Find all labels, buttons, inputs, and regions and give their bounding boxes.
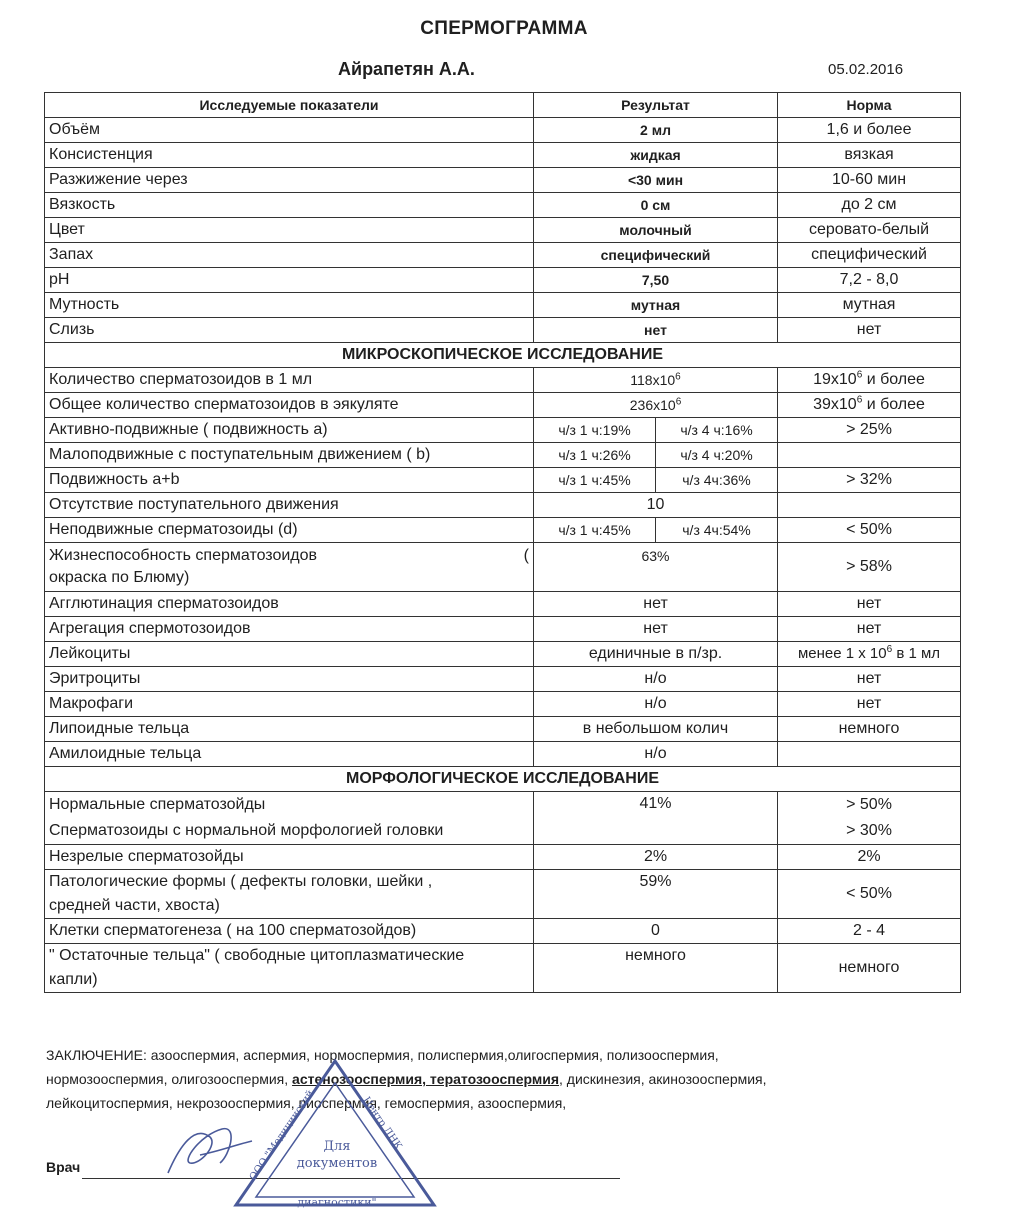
row-norm: специфический — [778, 243, 961, 268]
table-row — [45, 944, 961, 993]
row-label: Незрелые сперматозойды — [45, 845, 534, 870]
row-label: Цвет — [45, 218, 534, 243]
row-norm: 2% — [778, 845, 961, 870]
doctor-label: Врач — [46, 1159, 81, 1175]
table-row — [45, 193, 961, 218]
row-label: Малоподвижные с поступательным движением ( b) — [45, 443, 534, 468]
stamp-bottom-text: диагностики" — [297, 1196, 377, 1209]
row-norm: серовато-белый — [778, 218, 961, 243]
row-result: нет — [534, 592, 778, 617]
row-result-4h: ч/з 4ч:36% — [656, 468, 778, 493]
row-label: Запах — [45, 243, 534, 268]
stamp-arc-right: Центр ДНК — [360, 1095, 404, 1152]
row-norm: $39x10^6$ и более — [778, 393, 961, 418]
row-result-1h: ч/з 1 ч:19% — [534, 418, 656, 443]
table-row — [45, 443, 961, 468]
row-result: 2 мл — [534, 118, 778, 143]
row-norm: нет — [778, 667, 961, 692]
row-result: 0 — [534, 919, 778, 944]
header-result: Результат — [534, 93, 778, 118]
results-table — [44, 92, 961, 993]
row-label: Нормальные сперматозойды Сперматозоиды с нормальной морфологией головки — [45, 792, 534, 845]
table-row — [45, 318, 961, 343]
row-label: Агрегация спермотозоидов — [45, 617, 534, 642]
table-row — [45, 845, 961, 870]
row-norm: 1,6 и более — [778, 118, 961, 143]
header-indicator: Исследуемые показатели — [45, 93, 534, 118]
row-norm: 2 - 4 — [778, 919, 961, 944]
row-norm: до 2 см — [778, 193, 961, 218]
row-label: Общее количество сперматозоидов в эякуляте — [45, 393, 534, 418]
row-norm: > 50% > 30% — [778, 792, 961, 845]
row-label: Клетки сперматогенеза ( на 100 сперматозойдов) — [45, 919, 534, 944]
row-result-4h: ч/з 4 ч:20% — [656, 443, 778, 468]
row-label: Жизнеспособность сперматозоидов ( окраска по Блюму) — [45, 543, 534, 592]
table-row — [45, 792, 961, 845]
table-row — [45, 617, 961, 642]
row-result: нет — [534, 617, 778, 642]
row-norm: $19x10^6$ и более — [778, 368, 961, 393]
row-result: единичные в п/зр. — [534, 642, 778, 667]
row-label: Макрофаги — [45, 692, 534, 717]
row-label: Амилоидные тельца — [45, 742, 534, 767]
row-norm: > 58% — [778, 543, 961, 592]
document-title: СПЕРМОГРАММА — [420, 18, 588, 39]
row-label: Подвижность a+b — [45, 468, 534, 493]
row-norm — [778, 493, 961, 518]
row-result: мутная — [534, 293, 778, 318]
row-result-1h: ч/з 1 ч:45% — [534, 518, 656, 543]
row-label: Агглютинация сперматозоидов — [45, 592, 534, 617]
table-row — [45, 393, 961, 418]
table-row — [45, 143, 961, 168]
report-date: 05.02.2016 — [828, 61, 904, 78]
row-result: в небольшом колич — [534, 717, 778, 742]
row-label: Эритроциты — [45, 667, 534, 692]
row-label: Консистенция — [45, 143, 534, 168]
table-row — [45, 667, 961, 692]
row-result: $118x10^6$ — [534, 368, 778, 393]
table-row — [45, 742, 961, 767]
row-label: Мутность — [45, 293, 534, 318]
stamp-text: Для документов — [296, 1139, 378, 1171]
table-row — [45, 268, 961, 293]
row-norm: > 25% — [778, 418, 961, 443]
table-row — [45, 118, 961, 143]
table-row — [45, 518, 961, 543]
row-result: $236x10^6$ — [534, 393, 778, 418]
row-result-4h: ч/з 4 ч:16% — [656, 418, 778, 443]
table-row — [45, 368, 961, 393]
table-row — [45, 543, 961, 592]
table-row — [45, 870, 961, 919]
table-header-row — [45, 93, 961, 118]
table-row — [45, 243, 961, 268]
table-row — [45, 919, 961, 944]
row-label: Вязкость — [45, 193, 534, 218]
conclusion-line-1: ЗАКЛЮЧЕНИЕ: азооспермия, аспермия, нормоспермия, полиспермия,олигоспермия, полизооспермия, — [46, 1047, 719, 1063]
row-result: 0 см — [534, 193, 778, 218]
row-norm: нет — [778, 318, 961, 343]
row-result: немного — [534, 944, 778, 993]
row-result: н/о — [534, 692, 778, 717]
section-microscopic: МИКРОСКОПИЧЕСКОЕ ИССЛЕДОВАНИЕ — [45, 343, 961, 368]
conclusion-line-3: лейкоцитоспермия, некрозооспермия, пиоспермия, гемоспермия, азооспермия, — [46, 1095, 567, 1111]
row-result: 2% — [534, 845, 778, 870]
table-row — [45, 218, 961, 243]
row-norm: 7,2 - 8,0 — [778, 268, 961, 293]
table-row — [45, 168, 961, 193]
table-row — [45, 717, 961, 742]
table-row — [45, 468, 961, 493]
row-result: специфический — [534, 243, 778, 268]
conclusion-line-2: нормозооспермия, олигозооспермия, астенозооспермия, тератозооспермия, дискинезия, акинозооспермия, — [46, 1071, 767, 1087]
row-norm: нет — [778, 617, 961, 642]
row-result: <30 мин — [534, 168, 778, 193]
row-label: Липоидные тельца — [45, 717, 534, 742]
row-label: Отсутствие поступательного движения — [45, 493, 534, 518]
row-norm: < 50% — [778, 870, 961, 919]
stamp-icon — [230, 1055, 440, 1211]
table-row — [45, 493, 961, 518]
row-label: Разжижение через — [45, 168, 534, 193]
table-row — [45, 418, 961, 443]
row-label: " Остаточные тельца" ( свободные цитоплазматические капли) — [45, 944, 534, 993]
row-result: 41% — [534, 792, 778, 845]
row-label: Активно-подвижные ( подвижность а) — [45, 418, 534, 443]
row-result: нет — [534, 318, 778, 343]
section-morphological: МОРФОЛОГИЧЕСКОЕ ИССЛЕДОВАНИЕ — [45, 767, 961, 792]
row-norm: нет — [778, 692, 961, 717]
row-label: Патологические формы ( дефекты головки, шейки , средней части, хвоста) — [45, 870, 534, 919]
row-label: Количество сперматозоидов в 1 мл — [45, 368, 534, 393]
table-row — [45, 293, 961, 318]
row-norm — [778, 443, 961, 468]
conclusion-diagnosis: астенозооспермия, тератозооспермия — [292, 1071, 559, 1087]
row-result: 63% — [534, 543, 778, 592]
row-norm: менее 1 x $10^6$ в 1 мл — [778, 642, 961, 667]
row-result-1h: ч/з 1 ч:26% — [534, 443, 656, 468]
row-result: 7,50 — [534, 268, 778, 293]
table-row — [45, 592, 961, 617]
row-result: жидкая — [534, 143, 778, 168]
row-result-1h: ч/з 1 ч:45% — [534, 468, 656, 493]
row-label: Неподвижные сперматозоиды (d) — [45, 518, 534, 543]
section-row — [45, 343, 961, 368]
table-row — [45, 692, 961, 717]
row-norm: мутная — [778, 293, 961, 318]
row-norm: нет — [778, 592, 961, 617]
row-norm: вязкая — [778, 143, 961, 168]
row-result-4h: ч/з 4ч:54% — [656, 518, 778, 543]
row-label: Слизь — [45, 318, 534, 343]
row-result: н/о — [534, 742, 778, 767]
row-result: н/о — [534, 667, 778, 692]
conclusion — [46, 1043, 946, 1115]
stamp-arc-left: ООО "Медицинский — [247, 1088, 317, 1183]
row-norm: < 50% — [778, 518, 961, 543]
row-result: молочный — [534, 218, 778, 243]
section-row — [45, 767, 961, 792]
row-norm: > 32% — [778, 468, 961, 493]
row-result: 59% — [534, 870, 778, 919]
table-row — [45, 642, 961, 667]
header-norm: Норма — [778, 93, 961, 118]
row-label: Лейкоциты — [45, 642, 534, 667]
row-norm — [778, 742, 961, 767]
row-result: 10 — [534, 493, 778, 518]
row-label: pH — [45, 268, 534, 293]
row-label: Объём — [45, 118, 534, 143]
row-norm: 10-60 мин — [778, 168, 961, 193]
row-norm: немного — [778, 944, 961, 993]
patient-name: Айрапетян А.А. — [338, 59, 475, 79]
row-norm: немного — [778, 717, 961, 742]
